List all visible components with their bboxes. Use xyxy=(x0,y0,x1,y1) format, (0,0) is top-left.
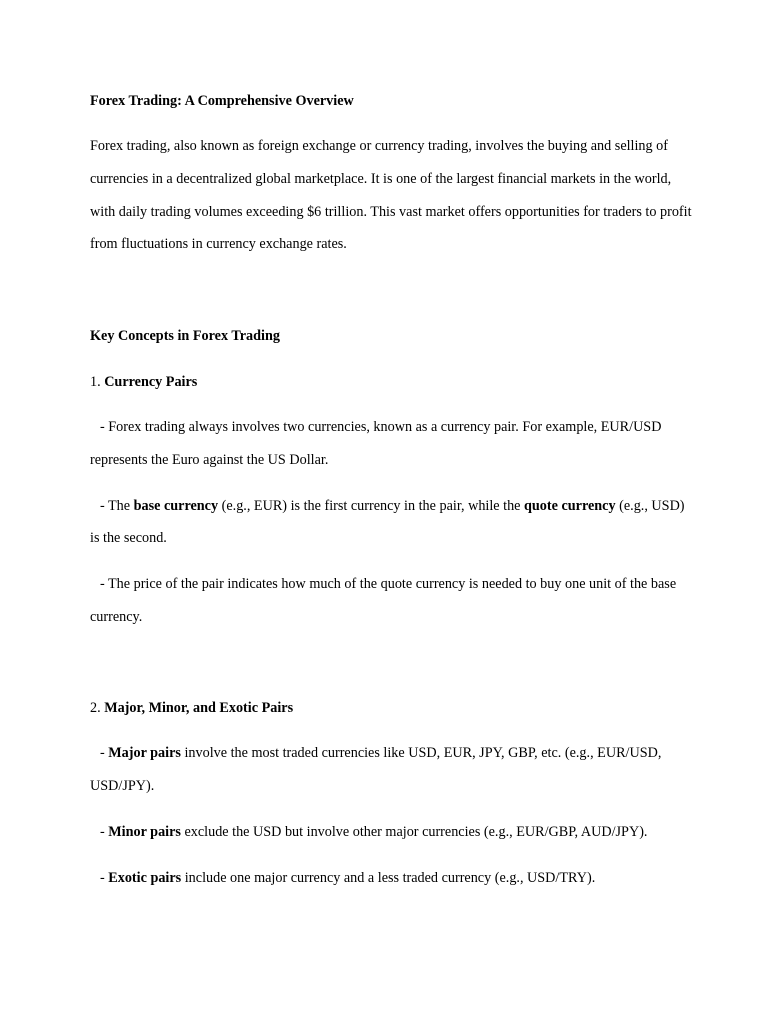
section2-heading xyxy=(90,699,293,717)
intro-line-3: with daily trading volumes exceeding $6 trillion. This vast market offers opportunities for traders to profit xyxy=(90,204,692,220)
intro-line-4: from fluctuations in currency exchange rates. xyxy=(90,236,347,252)
section1-number: 1. xyxy=(90,374,105,390)
section2-bullet-2: - Minor pairs exclude the USD but involve other major currencies (e.g., EUR/GBP, AUD/JPY). xyxy=(100,824,648,840)
term-major-pairs: Major pairs xyxy=(108,745,181,761)
term-exotic-pairs: Exotic pairs xyxy=(108,870,182,886)
term-quote-currency: quote currency xyxy=(524,498,616,514)
document-title: Forex Trading: A Comprehensive Overview xyxy=(90,93,354,109)
term-base-currency: base currency xyxy=(133,498,219,514)
intro-line-1: Forex trading, also known as foreign exchange or currency trading, involves the buying and selling of xyxy=(90,138,668,154)
intro-line-2: currencies in a decentralized global marketplace. It is one of the largest financial markets in the world, xyxy=(90,171,672,187)
section1-title: Currency Pairs xyxy=(104,374,198,390)
section1-bullet-1-line-1: - Forex trading always involves two currencies, known as a currency pair. For example, EUR/USD xyxy=(100,419,662,435)
section1-heading xyxy=(90,373,197,391)
section1-bullet-1-line-2: represents the Euro against the US Dollar. xyxy=(90,452,329,468)
section2-bullet-1-line-1: - Major pairs involve the most traded currencies like USD, EUR, JPY, GBP, etc. (e.g., EUR/USD, xyxy=(100,745,662,761)
section2-number: 2. xyxy=(90,700,105,716)
section2-bullet-1-line-2: USD/JPY). xyxy=(90,778,155,794)
section1-bullet-3-line-2: currency. xyxy=(90,609,143,625)
term-minor-pairs: Minor pairs xyxy=(108,824,181,840)
section1-bullet-2-line-2: is the second. xyxy=(90,530,167,546)
section1-bullet-3-line-1: - The price of the pair indicates how much of the quote currency is needed to buy one unit of the base xyxy=(100,576,677,592)
section-heading: Key Concepts in Forex Trading xyxy=(90,328,280,344)
section1-bullet-2-line-1: - The base currency (e.g., EUR) is the first currency in the pair, while the quote currency (e.g., USD) xyxy=(100,498,685,514)
section2-title: Major, Minor, and Exotic Pairs xyxy=(104,700,294,716)
section2-bullet-3: - Exotic pairs include one major currency and a less traded currency (e.g., USD/TRY). xyxy=(100,870,596,886)
